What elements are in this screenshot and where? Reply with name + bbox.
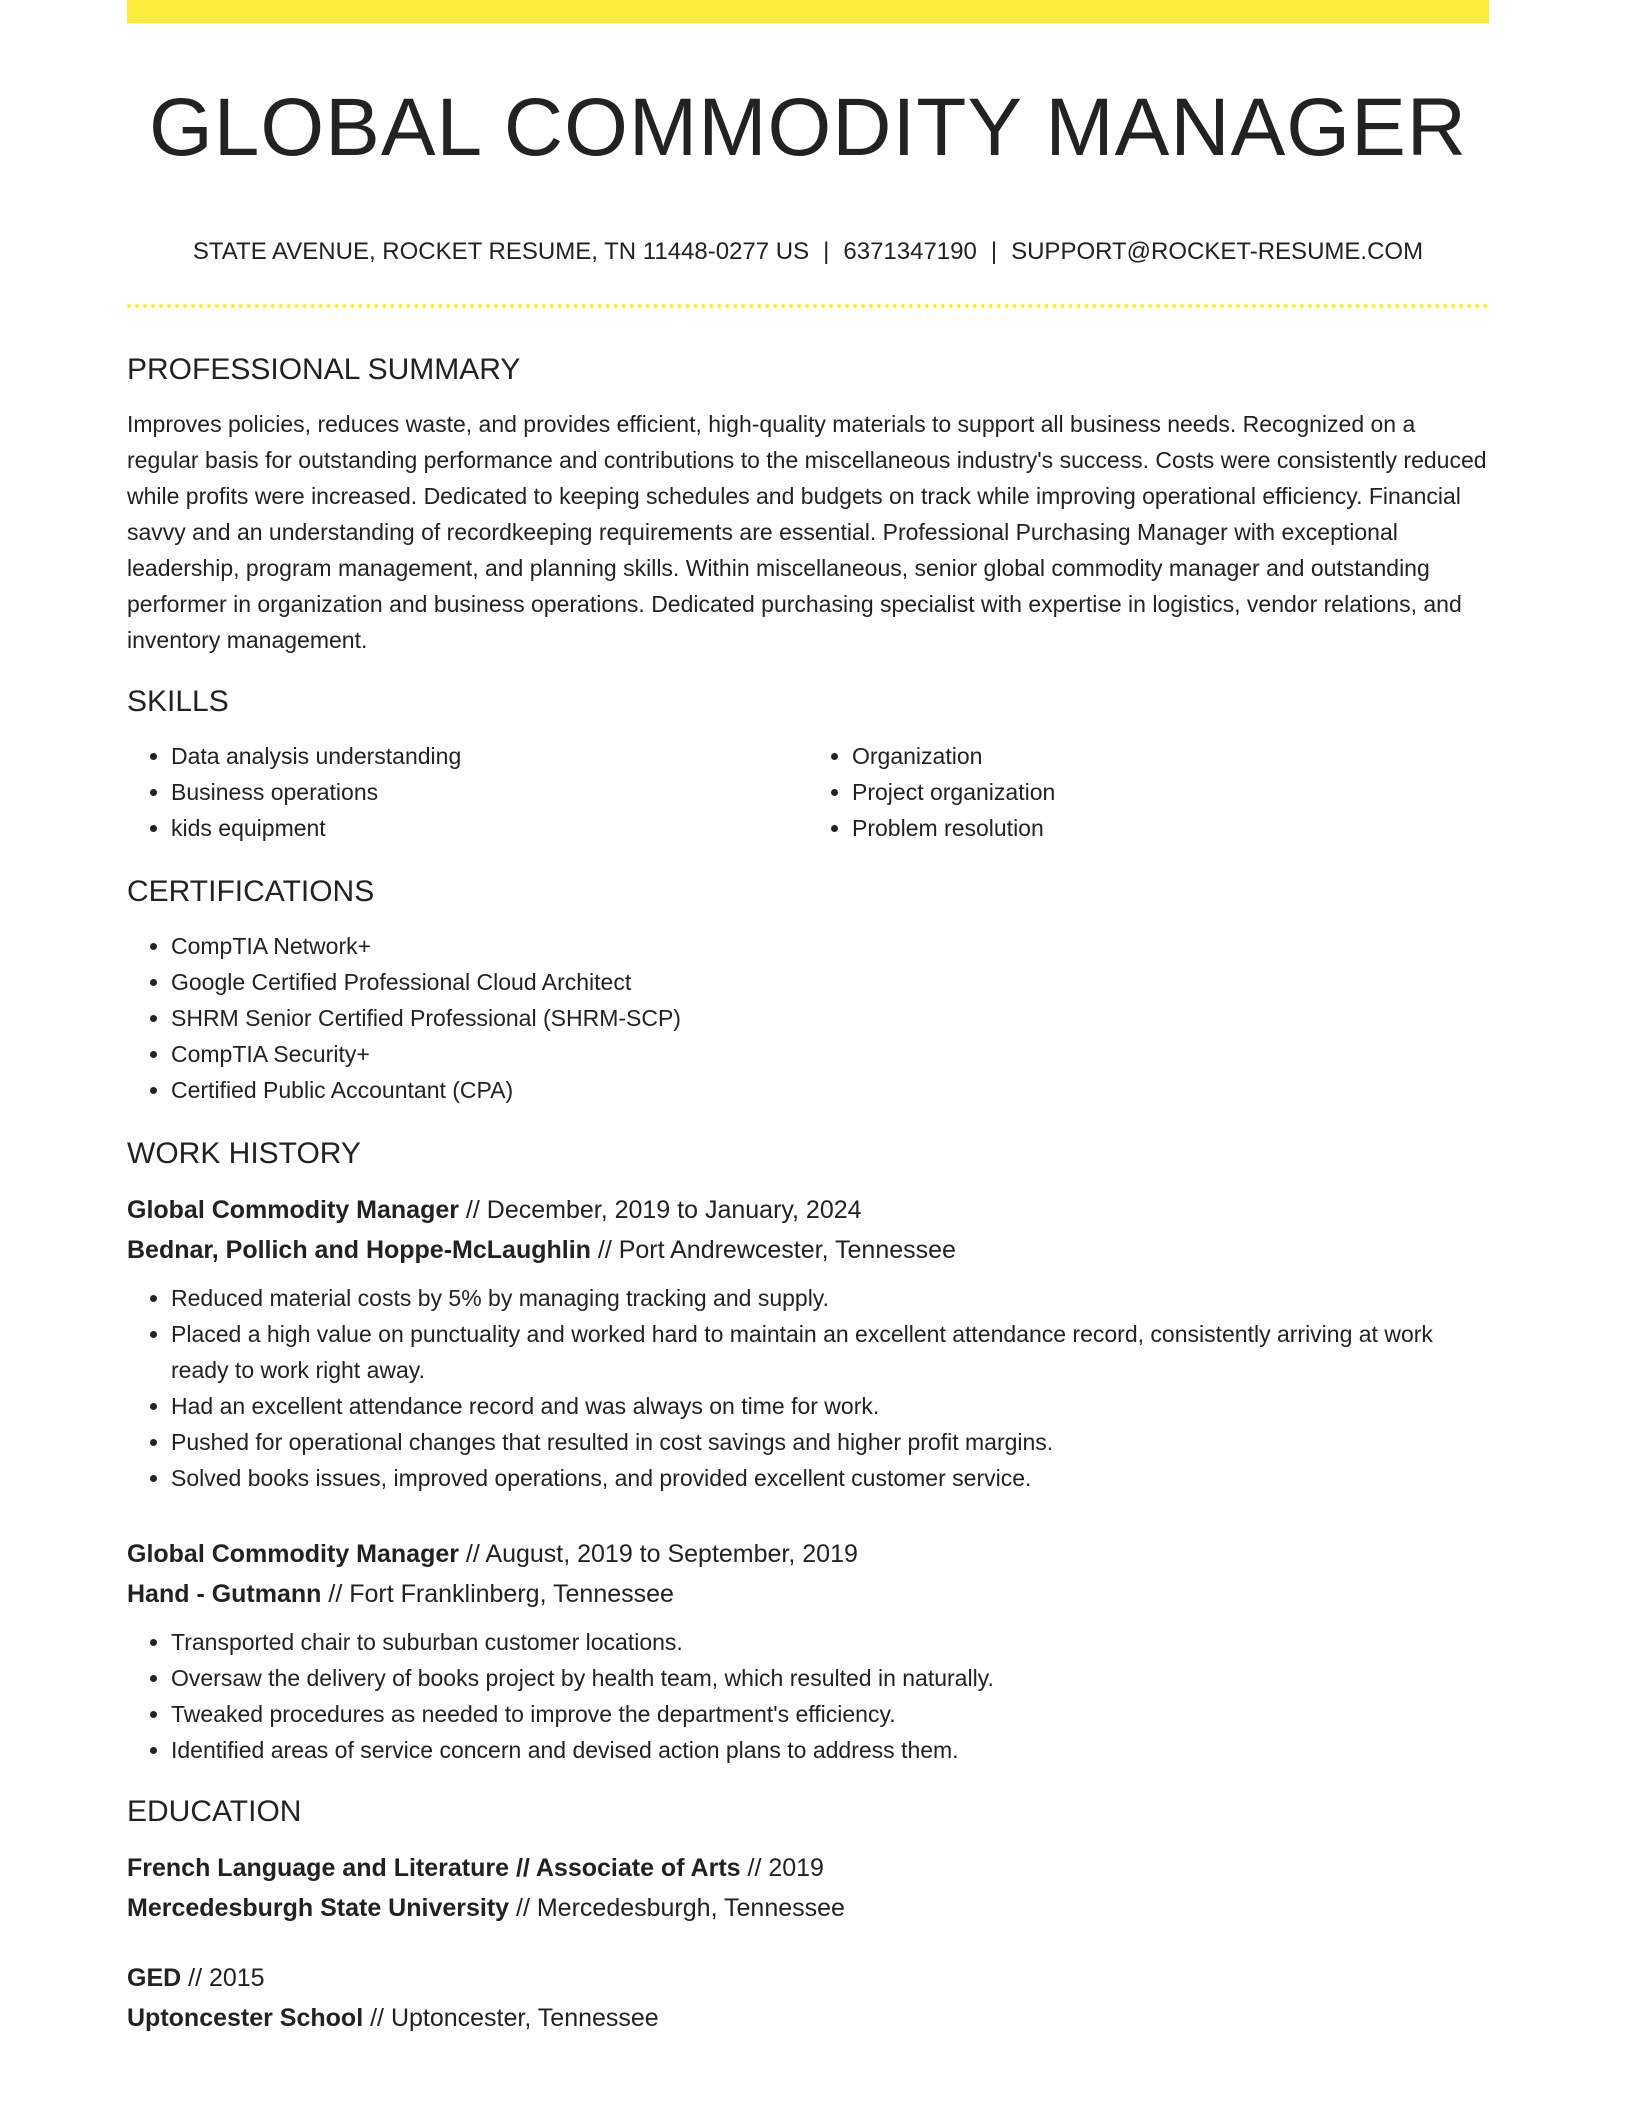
- contact-address: STATE AVENUE, ROCKET RESUME, TN 11448-0277 US: [192, 238, 810, 265]
- job-bullet: • Transported chair to suburban customer locations.: [171, 1624, 1489, 1660]
- contact-phone: 6371347190: [843, 238, 977, 265]
- degree-line: [127, 1848, 1489, 1888]
- job-bullet: • Solved books issues, improved operations, and provided excellent customer service.: [171, 1460, 1489, 1496]
- degree-line: [127, 1958, 1489, 1998]
- job-dates: // August, 2019 to September, 2019: [458, 1540, 858, 1568]
- job-company: Bednar, Pollich and Hoppe-McLaughlin: [127, 1236, 591, 1264]
- degree: GED: [127, 1964, 182, 1992]
- job-bullets: [127, 1280, 1489, 1496]
- contact-separator: |: [823, 238, 830, 265]
- school-line: [127, 1888, 1489, 1928]
- skills-heading: SKILLS: [127, 685, 229, 718]
- job-bullet: • Tweaked procedures as needed to improve the department's efficiency.: [171, 1696, 1489, 1732]
- skills-list-right: [808, 738, 1489, 846]
- summary-text: Improves policies, reduces waste, and provides efficient, high-quality materials to support all business needs. Recognized on a regular basis for outstanding performance and contributions to the miscellaneous industry's success. Costs were consistently reduced while profits were increased. Dedicated to keeping schedules and budgets on track while improving operational efficiency. Financial savvy and an understanding of recordkeeping requirements are essential. Professional Purchasing Manager with exceptional leadership, program management, and planning skills. Within miscellaneous, senior global commodity manager and outstanding performer in organization and business operations. Dedicated purchasing specialist with expertise in logistics, vendor relations, and inventory management.: [127, 411, 1487, 653]
- school-name: Mercedesburgh State University: [127, 1894, 510, 1922]
- skill-item: • Organization: [852, 738, 1489, 774]
- resume-title: GLOBAL COMMODITY MANAGER: [149, 82, 1467, 173]
- contact-separator: |: [990, 238, 998, 265]
- job-role: Global Commodity Manager: [127, 1540, 459, 1568]
- accent-bar: [127, 0, 1489, 23]
- job-title-line: [127, 1534, 1489, 1574]
- job-bullets: [127, 1624, 1489, 1768]
- resume-content: [127, 350, 1489, 2068]
- job-bullet: • Pushed for operational changes that resulted in cost savings and higher profit margins.: [171, 1424, 1489, 1460]
- education-entry: [127, 1848, 1489, 1928]
- graduation-year: // 2015: [181, 1964, 265, 1992]
- certifications-heading: CERTIFICATIONS: [127, 875, 375, 908]
- school-location: // Uptoncester, Tennessee: [363, 2004, 659, 2032]
- job-location: // Port Andrewcester, Tennessee: [590, 1236, 956, 1264]
- summary-heading: PROFESSIONAL SUMMARY: [127, 353, 521, 386]
- job-bullet: • Reduced material costs by 5% by managing tracking and supply.: [171, 1280, 1489, 1316]
- job-location: // Fort Franklinberg, Tennessee: [321, 1580, 674, 1608]
- work-history-heading: WORK HISTORY: [127, 1137, 361, 1170]
- graduation-year: // 2019: [740, 1854, 824, 1882]
- certification-item: • SHRM Senior Certified Professional (SHRM-SCP): [171, 1000, 1489, 1036]
- skill-item: • Data analysis understanding: [171, 738, 808, 774]
- job-company: Hand - Gutmann: [127, 1580, 322, 1608]
- certification-item: • CompTIA Security+: [171, 1036, 1489, 1072]
- job-company-line: [127, 1574, 1489, 1614]
- contact-line: [127, 234, 1489, 270]
- skills-list-left: [127, 738, 808, 846]
- job-role: Global Commodity Manager: [127, 1196, 459, 1224]
- school-location: // Mercedesburgh, Tennessee: [509, 1894, 845, 1922]
- skills-columns: [127, 738, 1489, 846]
- dotted-divider: [127, 304, 1489, 308]
- skill-item: • Project organization: [852, 774, 1489, 810]
- job-entry: [127, 1190, 1489, 1496]
- certifications-list: [127, 928, 1489, 1108]
- job-bullet: • Placed a high value on punctuality and worked hard to maintain an excellent attendance record, consistently arriving at work ready to work right away.: [171, 1316, 1489, 1388]
- job-company-line: [127, 1230, 1489, 1270]
- certification-item: • Certified Public Accountant (CPA): [171, 1072, 1489, 1108]
- job-dates: // December, 2019 to January, 2024: [458, 1196, 862, 1224]
- skill-item: • Business operations: [171, 774, 808, 810]
- job-bullet: • Oversaw the delivery of books project by health team, which resulted in naturally.: [171, 1660, 1489, 1696]
- school-name: Uptoncester School: [127, 2004, 364, 2032]
- education-heading: EDUCATION: [127, 1795, 302, 1828]
- job-bullet: • Had an excellent attendance record and was always on time for work.: [171, 1388, 1489, 1424]
- job-bullet: • Identified areas of service concern and devised action plans to address them.: [171, 1732, 1489, 1768]
- contact-email: SUPPORT@ROCKET-RESUME.COM: [1011, 238, 1424, 265]
- skill-item: • kids equipment: [171, 810, 808, 846]
- certification-item: • Google Certified Professional Cloud Architect: [171, 964, 1489, 1000]
- job-entry: [127, 1534, 1489, 1768]
- degree: French Language and Literature // Associate of Arts: [127, 1854, 741, 1882]
- job-title-line: [127, 1190, 1489, 1230]
- education-entry: [127, 1958, 1489, 2038]
- school-line: [127, 1998, 1489, 2038]
- skill-item: • Problem resolution: [852, 810, 1489, 846]
- certification-item: • CompTIA Network+: [171, 928, 1489, 964]
